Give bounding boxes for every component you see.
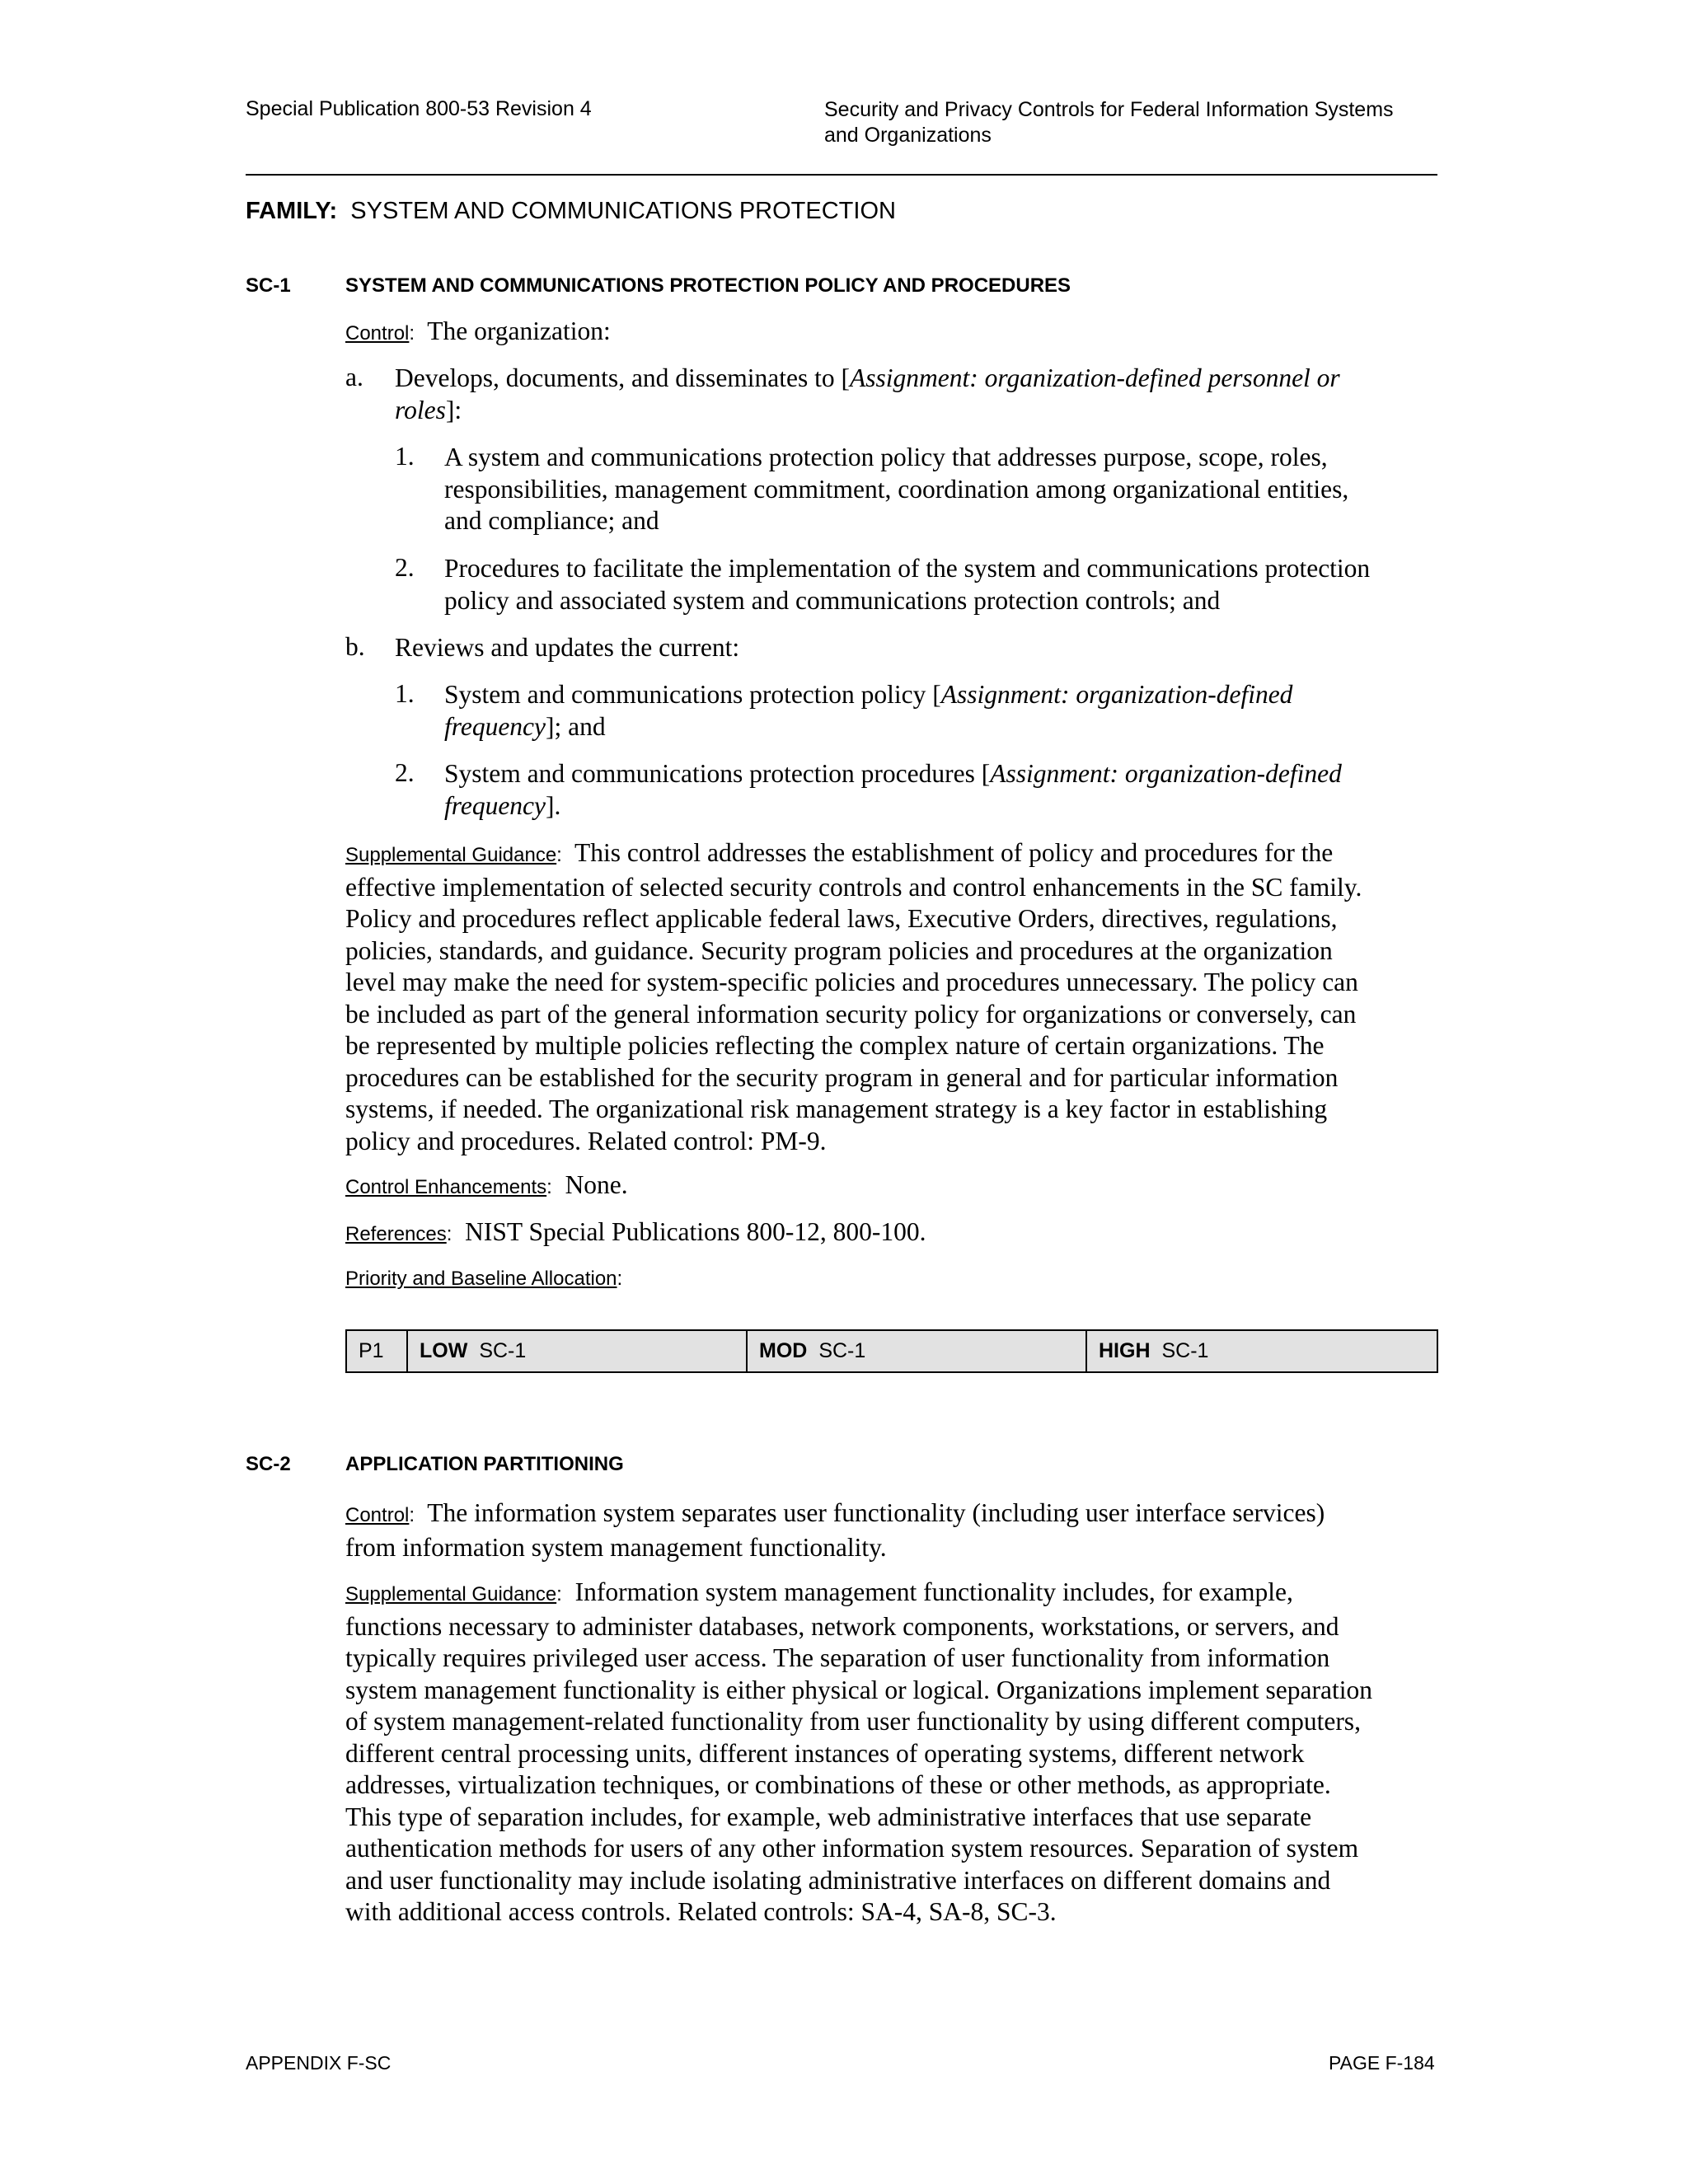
- sc1-title: SYSTEM AND COMMUNICATIONS PROTECTION POLICY AND PROCEDURES: [345, 274, 1071, 297]
- sc1-a2-item: Procedures to facilitate the implementation of the system and communications protection policy and associated system and communications protection controls; and: [444, 554, 1371, 615]
- sc1-a1-item: A system and communications protection policy that addresses purpose, scope, roles, responsibilities, management commitment, coordination among organizational entities, and compliance; and: [444, 443, 1349, 535]
- sc1-b2-item: System and communications protection procedures [Assignment: organization-defined frequency].: [444, 759, 1342, 820]
- sc1-priority-cell: P1: [346, 1330, 407, 1372]
- sc1-b1-marker: 1.: [395, 679, 415, 708]
- sc1-a-assignment: Assignment: organization-defined personnel or: [850, 363, 1340, 392]
- sc1-control-enhancements: Control Enhancements: None.: [345, 1170, 628, 1199]
- sc1-a1-marker: 1.: [395, 442, 415, 471]
- sc1-a-marker: a.: [345, 363, 363, 391]
- running-header-right: [824, 97, 1451, 148]
- running-header-left: Special Publication 800-53 Revision 4: [246, 97, 592, 120]
- sc2-title: APPLICATION PARTITIONING: [345, 1453, 624, 1475]
- running-header-right-line1: Security and Privacy Controls for Federal Information Systems: [824, 98, 1394, 121]
- sc1-pba-label: Priority and Baseline Allocation: [345, 1268, 617, 1290]
- sc2-control: Control: The information system separates user functionality (including user interface services) from information system management functionality.: [345, 1498, 1325, 1562]
- sc1-b1-item: System and communications protection policy [Assignment: organization-defined frequency]; and: [444, 680, 1293, 741]
- sc1-control: Control: The organization:: [345, 316, 611, 345]
- sc2-supplemental-guidance: Supplemental Guidance: Information system management functionality includes, for example, functions necessary to administer databases, network components, workstations, or servers, and typically requires privileged user access. The separation of user functionality from information system management functionality is either physical or logical. Organizations implement separation of system management-related functionality from user functionality by using different computers, different central processing units, different instances of operating systems, different network addresses, virtualization techniques, or combinations of these or other methods, as appropriate. This type of separation includes, for example, web administrative interfaces that use separate authentication methods for users of any other information system resources. Separation of system and user functionality may include isolating administrative interfaces on different domains and with additional access controls. Related controls: SA-4, SA-8, SC-3.: [345, 1577, 1372, 1926]
- sc1-enh-label: Control Enhancements: [345, 1176, 547, 1198]
- sc1-b-item: Reviews and updates the current:: [395, 633, 740, 662]
- sc1-supplemental-guidance: Supplemental Guidance: This control addresses the establishment of policy and procedures for the effective implementation of selected security controls and control enhancements in the SC family. Policy and procedures reflect applicable federal laws, Executive Orders, directives, regulations, policies, standards, and guidance. Security program policies and procedures at the organization level may make the need for system-specific policies and procedures unnecessary. The policy can be included as part of the general information security policy for organizations or conversely, can be represented by multiple policies reflecting the complex nature of certain organizations. The procedures can be established for the security program in general and for particular information systems, if needed. The organizational risk management strategy is a key factor in establishing policy and procedures. Related control: PM-9.: [345, 838, 1362, 1155]
- sc1-control-text: The organization:: [427, 316, 611, 345]
- sc1-b2-marker: 2.: [395, 758, 415, 787]
- sc1-mod-cell: MOD SC-1: [747, 1330, 1086, 1372]
- family-heading: [246, 198, 896, 225]
- sc1-high-cell: HIGH SC-1: [1086, 1330, 1437, 1372]
- family-name: SYSTEM AND COMMUNICATIONS PROTECTION: [350, 198, 896, 224]
- sc1-a2-marker: 2.: [395, 553, 415, 582]
- sc1-b-marker: b.: [345, 632, 365, 661]
- footer-appendix: APPENDIX F-SC: [246, 2052, 392, 2074]
- sc1-baseline-table: [345, 1329, 1438, 1373]
- sc1-id: SC-1: [246, 274, 291, 297]
- sc2-supp-label: Supplemental Guidance: [345, 1583, 557, 1605]
- running-header-right-line2: and Organizations: [824, 124, 992, 147]
- sc1-ref-label: References: [345, 1223, 447, 1245]
- sc1-supp-label: Supplemental Guidance: [345, 844, 557, 866]
- family-label: FAMILY:: [246, 198, 338, 224]
- sc1-control-label: Control: [345, 322, 410, 344]
- header-rule: [246, 174, 1437, 176]
- sc2-id: SC-2: [246, 1453, 291, 1475]
- sc1-priority-baseline: Priority and Baseline Allocation:: [345, 1268, 623, 1290]
- sc1-a-item: Develops, documents, and disseminates to [Assignment: organization-defined personnel or roles]:: [395, 363, 1340, 424]
- footer-page-number: PAGE F-184: [1329, 2052, 1435, 2074]
- sc1-low-cell: LOW SC-1: [407, 1330, 747, 1372]
- sc1-references: References: NIST Special Publications 800-12, 800-100.: [345, 1217, 926, 1246]
- sc2-control-label: Control: [345, 1504, 410, 1526]
